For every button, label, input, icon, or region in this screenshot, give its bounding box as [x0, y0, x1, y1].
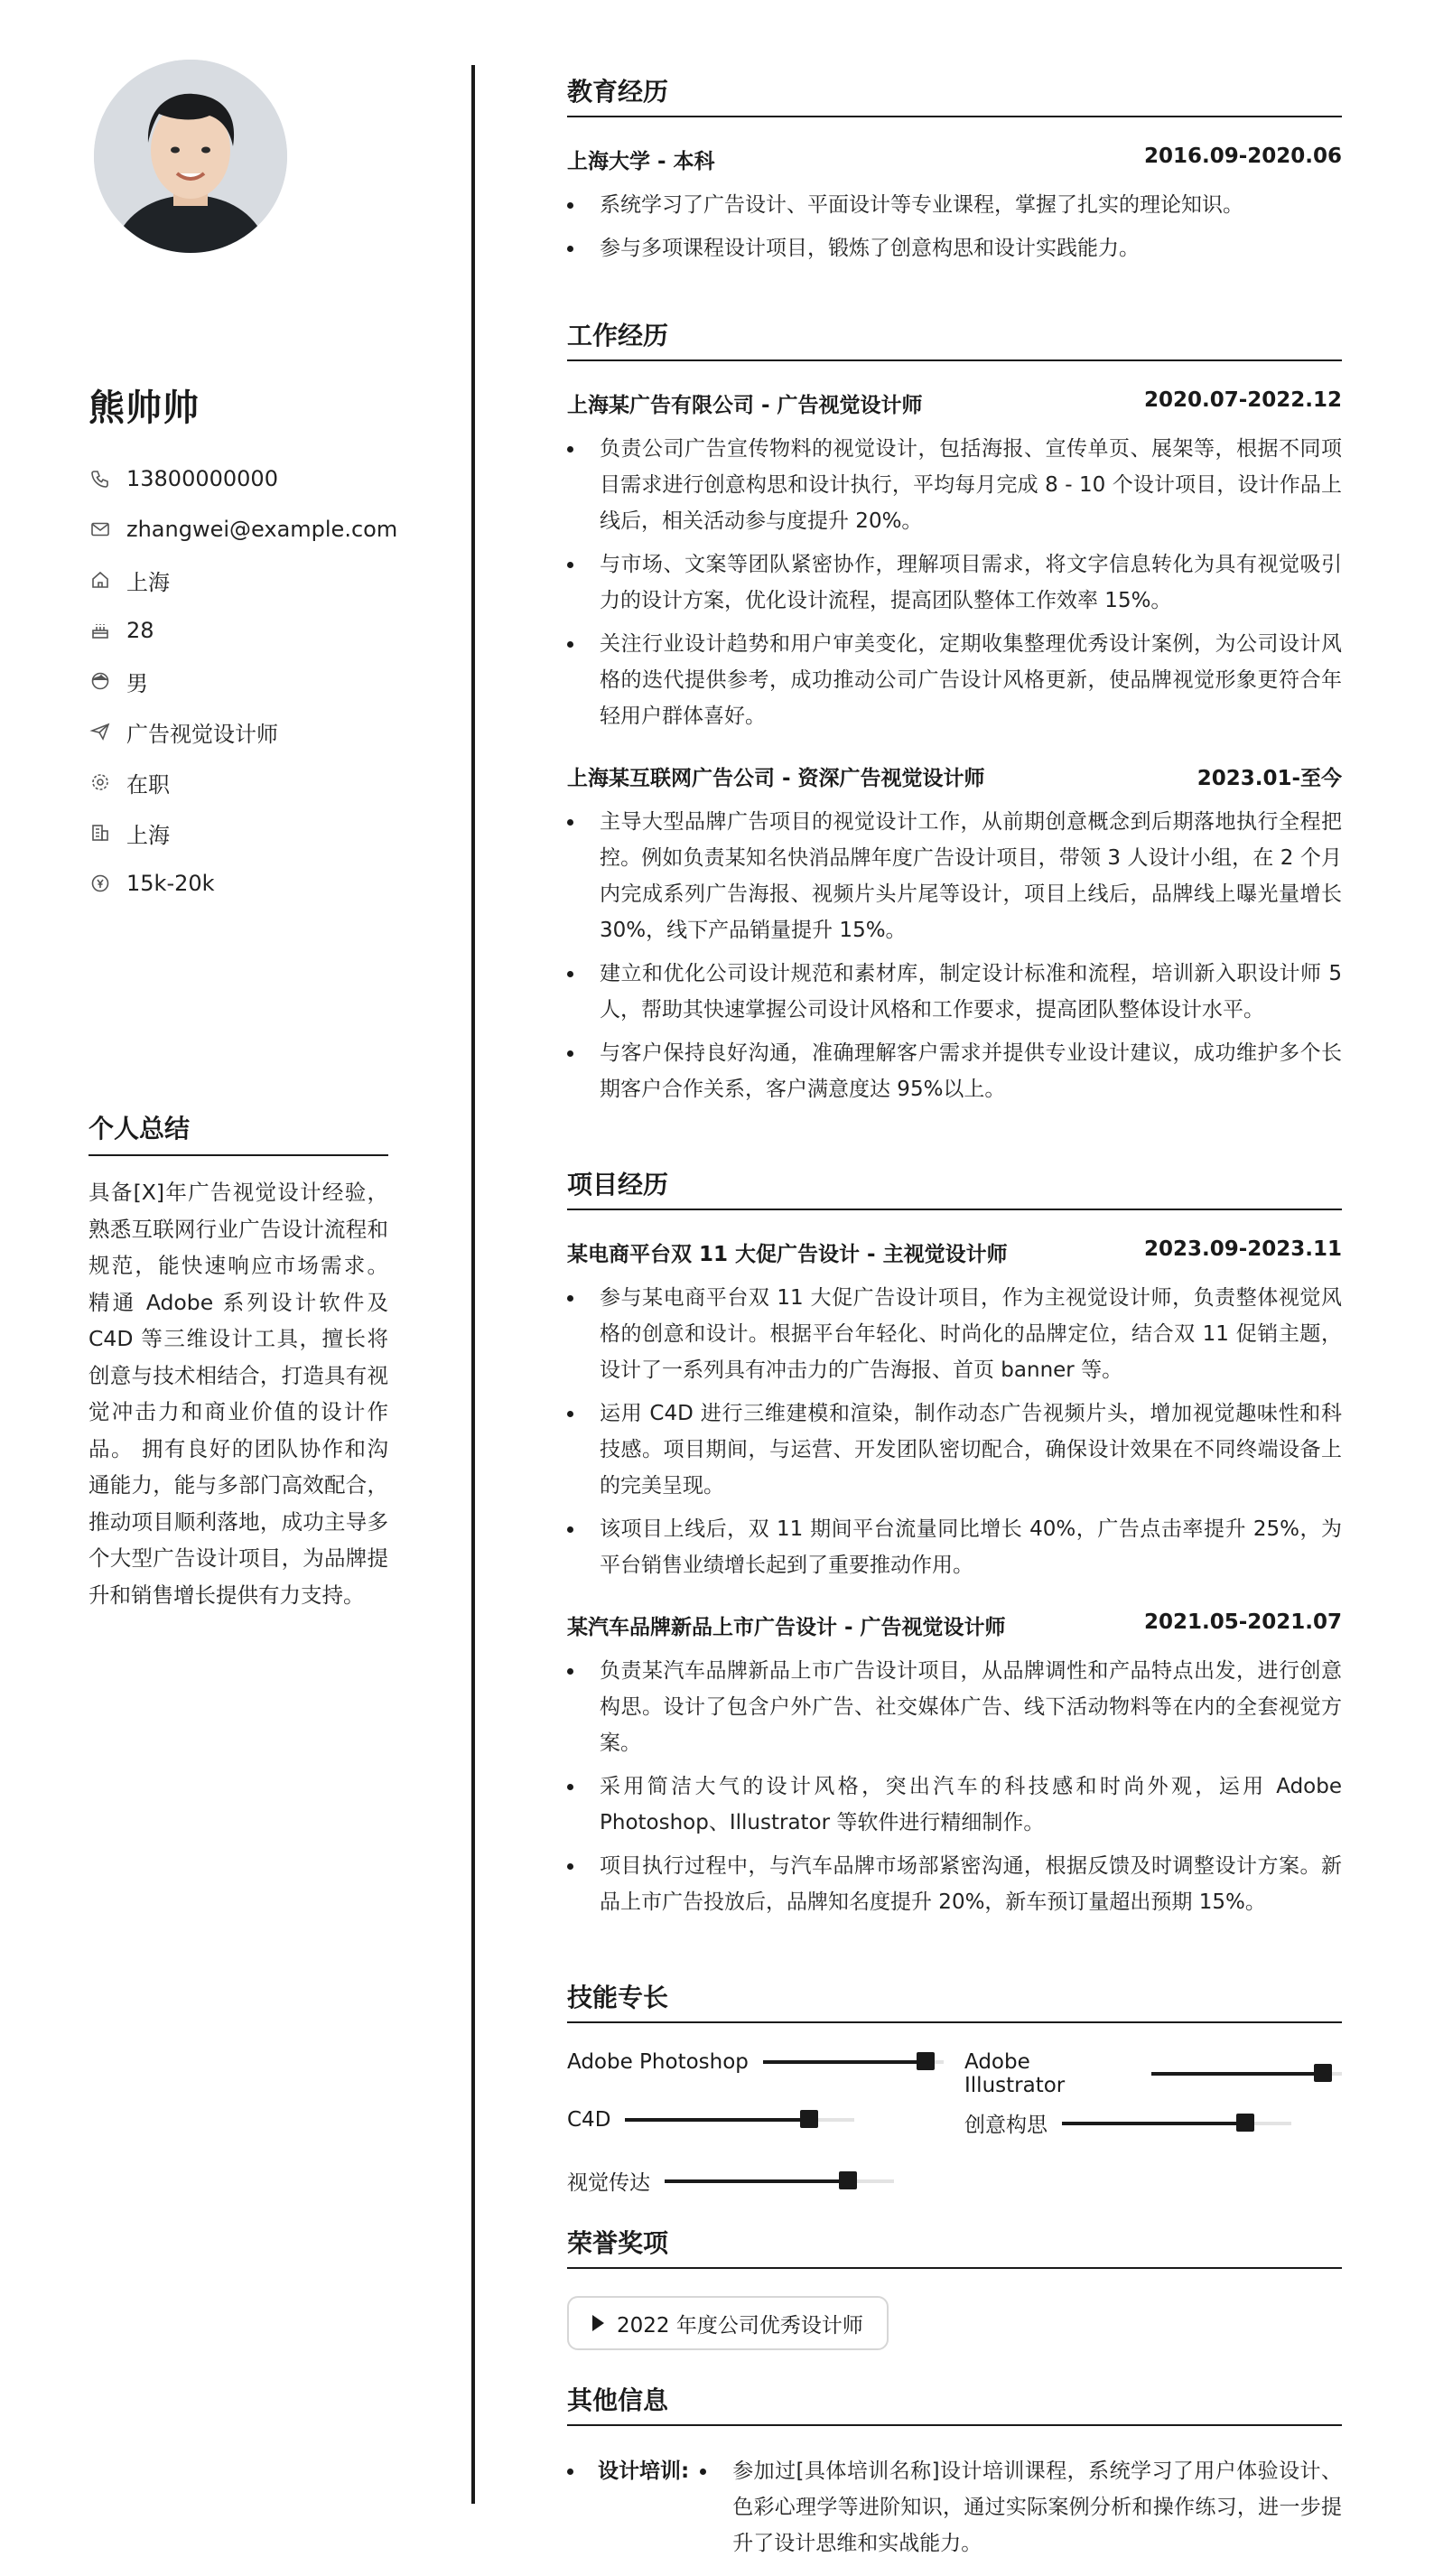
skill-name: C4D — [567, 2108, 611, 2132]
info-value: 上海 — [126, 569, 170, 595]
education-entry-head — [567, 145, 1342, 174]
info-value: 男 — [126, 670, 148, 696]
info-salary — [88, 858, 397, 909]
list-item: 关注行业设计趋势和用户审美变化，定期收集整理优秀设计案例，为公司设计风格的迭代提供参考，成功推动公司广告设计风格更新，使品牌视觉形象更符合年轻用户群体喜好。 — [567, 626, 1342, 734]
projects-section — [567, 1165, 1342, 1920]
entry-title: 某电商平台双 11 大促广告设计 - 主视觉设计师 — [567, 1243, 1008, 1266]
entry-date: 2021.05-2021.07 — [1143, 1610, 1342, 1634]
gender-icon — [88, 669, 112, 693]
other-section — [567, 2381, 1342, 2562]
summary-text: 具备[X]年广告视觉设计经验，熟悉互联网行业广告设计流程和规范，能快速响应市场需求。 精通 Adobe 系列设计软件及 C4D 等三维设计工具，擅长将创意与技术相结合，打造具有视觉冲击力和商业价值的设计作品。 拥有良好的团队协作和沟通能力，能与多部门高效配合，推动项目顺利落地，成功主导多个大型广告设计项目，为品牌提升和销售增长提供有力支持。 — [88, 1180, 388, 1608]
send-icon — [88, 720, 112, 743]
work-entry-head — [567, 761, 1342, 791]
list-item: 负责公司广告宣传物料的视觉设计，包括海报、宣传单页、展架等，根据不同项目需求进行创意构思和设计执行，平均每月完成 8 - 10 个设计项目，设计作品上线后，相关活动参与度提升 20%。 — [567, 431, 1342, 539]
list-item: 参与多项课程设计项目，锻炼了创意构思和设计实践能力。 — [567, 230, 1342, 266]
list-item: 负责某汽车品牌新品上市广告设计项目，从品牌调性和产品特点出发，进行创意构思。设计了包含户外广告、社交媒体广告、线下活动物料等在内的全套视觉方案。 — [567, 1653, 1342, 1761]
education-section — [567, 72, 1342, 266]
info-value: 广告视觉设计师 — [126, 721, 278, 747]
project-bullets-2 — [567, 1653, 1342, 1920]
skill-knob — [917, 2052, 935, 2070]
entry-title: 上海某互联网广告公司 - 资深广告视觉设计师 — [567, 767, 985, 790]
awards-title: 荣誉奖项 — [567, 2224, 1342, 2269]
home-icon — [88, 568, 112, 592]
award-label: 2022 年度公司优秀设计师 — [617, 2313, 863, 2338]
info-value: 15k-20k — [126, 871, 215, 896]
entry-title: 上海大学 - 本科 — [567, 150, 715, 173]
info-email — [88, 504, 397, 555]
skill-fill — [1151, 2072, 1323, 2076]
other-text: 参加过[具体培训名称]设计培训课程，系统学习了用户体验设计、色彩心理学等进阶知识，通过实际案例分析和操作练习，进一步提升了设计思维和实战能力。 — [700, 2453, 1342, 2562]
info-status — [88, 757, 397, 807]
skill-slider — [625, 2118, 854, 2122]
skill-knob — [839, 2171, 857, 2189]
entry-date: 2016.09-2020.06 — [1143, 145, 1342, 168]
entry-title: 某汽车品牌新品上市广告设计 - 广告视觉设计师 — [567, 1616, 1006, 1639]
entry-date: 2023.09-2023.11 — [1143, 1237, 1342, 1261]
entry-title: 上海某广告有限公司 - 广告视觉设计师 — [567, 394, 923, 417]
project-bullets-1 — [567, 1280, 1342, 1583]
skill-name: 创意构思 — [964, 2114, 1048, 2137]
other-label: 设计培训: — [567, 2453, 689, 2562]
skill-slider — [763, 2060, 944, 2064]
info-value: zhangwei@example.com — [126, 517, 398, 542]
info-value: 28 — [126, 618, 154, 643]
work-bullets-1 — [567, 431, 1342, 734]
skill-name: 视觉传达 — [567, 2171, 650, 2195]
education-bullets — [567, 187, 1342, 266]
skill-item — [567, 2050, 944, 2074]
play-icon — [592, 2315, 604, 2331]
awards-section — [567, 2224, 1342, 2350]
info-phone — [88, 453, 397, 504]
award-item[interactable] — [567, 2296, 889, 2350]
building-icon — [88, 821, 112, 845]
sidebar — [0, 0, 461, 2576]
cake-icon — [88, 619, 112, 642]
entry-date: 2020.07-2022.12 — [1143, 388, 1342, 412]
status-icon — [88, 770, 112, 794]
info-value: 上海 — [126, 822, 170, 848]
project-entry-head — [567, 1610, 1342, 1640]
profile-name: 熊帅帅 — [88, 387, 200, 429]
phone-icon — [88, 467, 112, 490]
contact-info-list — [88, 453, 397, 909]
skill-knob — [800, 2110, 818, 2128]
skills-grid — [567, 2023, 1342, 2213]
list-item: 项目执行过程中，与汽车品牌市场部紧密沟通，根据反馈及时调整设计方案。新品上市广告投放后，品牌知名度提升 20%，新车预订量超出预期 15%。 — [567, 1848, 1342, 1920]
skill-fill — [1062, 2122, 1245, 2125]
skills-title: 技能专长 — [567, 1978, 1342, 2023]
work-title: 工作经历 — [567, 316, 1342, 361]
skill-fill — [665, 2179, 848, 2183]
info-location — [88, 807, 397, 858]
skill-item — [964, 2050, 1342, 2097]
info-value: 13800000000 — [126, 466, 278, 491]
info-age — [88, 605, 397, 656]
list-item: 主导大型品牌广告项目的视觉设计工作，从前期创意概念到后期落地执行全程把控。例如负责某知名快消品牌年度广告设计项目，带领 3 人设计小组，在 2 个月内完成系列广告海报、视频片头片尾等设计，项目上线后，品牌线上曝光量增长 30%，线下产品销量提升 15%。 — [567, 804, 1342, 948]
skill-slider — [1151, 2072, 1342, 2076]
work-section — [567, 316, 1342, 1107]
skill-knob — [1236, 2114, 1254, 2132]
list-item: 与客户保持良好沟通，准确理解客户需求并提供专业设计建议，成功维护多个长期客户合作关系，客户满意度达 95%以上。 — [567, 1035, 1342, 1107]
work-entry-head — [567, 388, 1342, 418]
education-title: 教育经历 — [567, 72, 1342, 117]
skill-name: Adobe Illustrator — [964, 2050, 1066, 2097]
list-item: 系统学习了广告设计、平面设计等专业课程，掌握了扎实的理论知识。 — [567, 187, 1342, 223]
info-value: 在职 — [126, 771, 170, 798]
avatar — [94, 60, 287, 253]
info-gender — [88, 656, 397, 706]
skill-slider — [1062, 2122, 1291, 2125]
list-item: 参与某电商平台双 11 大促广告设计项目，作为主视觉设计师，负责整体视觉风格的创意和设计。根据平台年轻化、时尚化的品牌定位，结合双 11 促销主题，设计了一系列具有冲击力的广告海报、首页 banner 等。 — [567, 1280, 1342, 1388]
skill-name: Adobe Photoshop — [567, 2050, 749, 2074]
other-title: 其他信息 — [567, 2381, 1342, 2426]
project-entry-head — [567, 1237, 1342, 1267]
skill-item — [567, 2166, 894, 2196]
skill-item — [567, 2108, 854, 2132]
skill-slider — [665, 2179, 894, 2183]
skill-item — [964, 2108, 1291, 2138]
list-item: 采用简洁大气的设计风格，突出汽车的科技感和时尚外观，运用 Adobe Photoshop、Illustrator 等软件进行精细制作。 — [567, 1769, 1342, 1841]
list-item: 与市场、文案等团队紧密协作，理解项目需求，将文字信息转化为具有视觉吸引力的设计方案，优化设计流程，提高团队整体工作效率 15%。 — [567, 546, 1342, 619]
list-item: 建立和优化公司设计规范和素材库，制定设计标准和流程，培训新入职设计师 5 人，帮助其快速掌握公司设计风格和工作要求，提高团队整体设计水平。 — [567, 956, 1342, 1028]
column-divider — [471, 65, 475, 2504]
skill-knob — [1314, 2064, 1332, 2082]
skill-fill — [625, 2118, 808, 2122]
work-bullets-2 — [567, 804, 1342, 1107]
skill-fill — [763, 2060, 926, 2064]
skills-section — [567, 1978, 1342, 2213]
projects-title: 项目经历 — [567, 1165, 1342, 1210]
mail-icon — [88, 518, 112, 541]
summary-title: 个人总结 — [88, 1109, 388, 1156]
salary-icon — [88, 872, 112, 895]
summary-section — [88, 1109, 388, 1613]
list-item: 运用 C4D 进行三维建模和渲染，制作动态广告视频片头，增加视觉趣味性和科技感。项目期间，与运营、开发团队密切配合，确保设计效果在不同终端设备上的完美呈现。 — [567, 1395, 1342, 1504]
info-city — [88, 555, 397, 605]
entry-date: 2023.01-至今 — [1197, 767, 1342, 790]
other-item — [567, 2453, 1342, 2562]
info-position — [88, 706, 397, 757]
list-item: 该项目上线后，双 11 期间平台流量同比增长 40%，广告点击率提升 25%，为平台销售业绩增长起到了重要推动作用。 — [567, 1511, 1342, 1583]
